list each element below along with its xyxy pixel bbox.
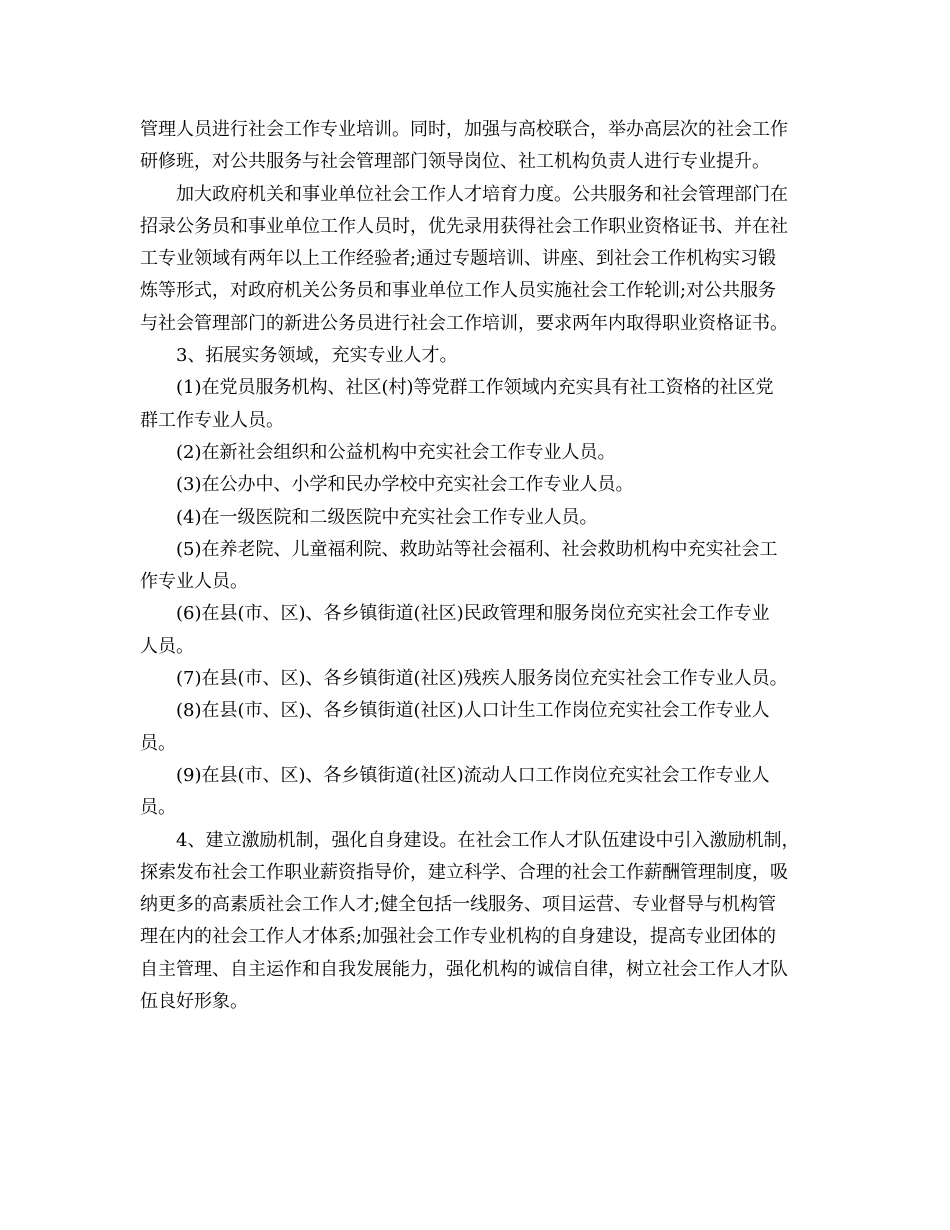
text-line: 理在内的社会工作人才体系;加强社会工作专业机构的自身建设，提高专业团体的 [140,926,777,948]
list-item: (9)在县(市、区)、各乡镇街道(社区)流动人口工作岗位充实社会工作专业人 [176,764,770,786]
list-item: (2)在新社会组织和公益机构中充实社会工作专业人员。 [176,441,616,463]
list-item: (8)在县(市、区)、各乡镇街道(社区)人口计生工作岗位充实社会工作专业人 [176,700,770,722]
list-item-continuation: 员。 [140,732,176,754]
section-heading: 3、拓展实务领域，充实专业人才。 [176,345,458,367]
list-item-continuation: 员。 [140,797,176,819]
text-line: 伍良好形象。 [140,991,248,1013]
list-item-continuation: 群工作专业人员。 [140,409,284,431]
text-line: 炼等形式，对政府机关公务员和事业单位工作人员实施社会工作轮训;对公共服务 [140,280,777,302]
list-item-continuation: 作专业人员。 [140,571,248,593]
document-body [140,114,816,1018]
text-line: 自主管理、自主运作和自我发展能力，强化机构的诚信自律，树立社会工作人才队 [140,958,788,980]
list-item: (7)在县(市、区)、各乡镇街道(社区)残疾人服务岗位充实社会工作专业人员。 [176,668,788,690]
text-line: 纳更多的高素质社会工作人才;健全包括一线服务、项目运营、专业督导与机构管 [140,894,777,916]
section-paragraph: 4、建立激励机制，强化自身建设。在社会工作人才队伍建设中引入激励机制， [176,829,800,851]
list-item: (3)在公办中、小学和民办学校中充实社会工作专业人员。 [176,474,634,496]
text-line: 与社会管理部门的新进公务员进行社会工作培训，要求两年内取得职业资格证书。 [140,312,788,334]
text-line: 探索发布社会工作职业薪资指导价，建立科学、合理的社会工作薪酬管理制度，吸 [140,861,788,883]
list-item: (6)在县(市、区)、各乡镇街道(社区)民政管理和服务岗位充实社会工作专业 [176,603,770,625]
list-item: (1)在党员服务机构、社区(村)等党群工作领域内充实具有社工资格的社区党 [176,377,774,399]
text-line: 研修班，对公共服务与社会管理部门领导岗位、社工机构负责人进行专业提升。 [140,151,770,173]
list-item: (4)在一级医院和二级医院中充实社会工作专业人员。 [176,506,598,528]
text-line: 管理人员进行社会工作专业培训。同时，加强与高校联合，举办高层次的社会工作 [140,119,788,140]
list-item-continuation: 人员。 [140,635,194,657]
text-line: 加大政府机关和事业单位社会工作人才培育力度。公共服务和社会管理部门在 [176,183,788,205]
list-item: (5)在养老院、儿童福利院、救助站等社会福利、社会救助机构中充实社会工 [176,538,778,560]
text-line: 工专业领域有两年以上工作经验者;通过专题培训、讲座、到社会工作机构实习锻 [140,248,777,270]
text-line: 招录公务员和事业单位工作人员时，优先录用获得社会工作职业资格证书、并在社 [140,215,788,237]
